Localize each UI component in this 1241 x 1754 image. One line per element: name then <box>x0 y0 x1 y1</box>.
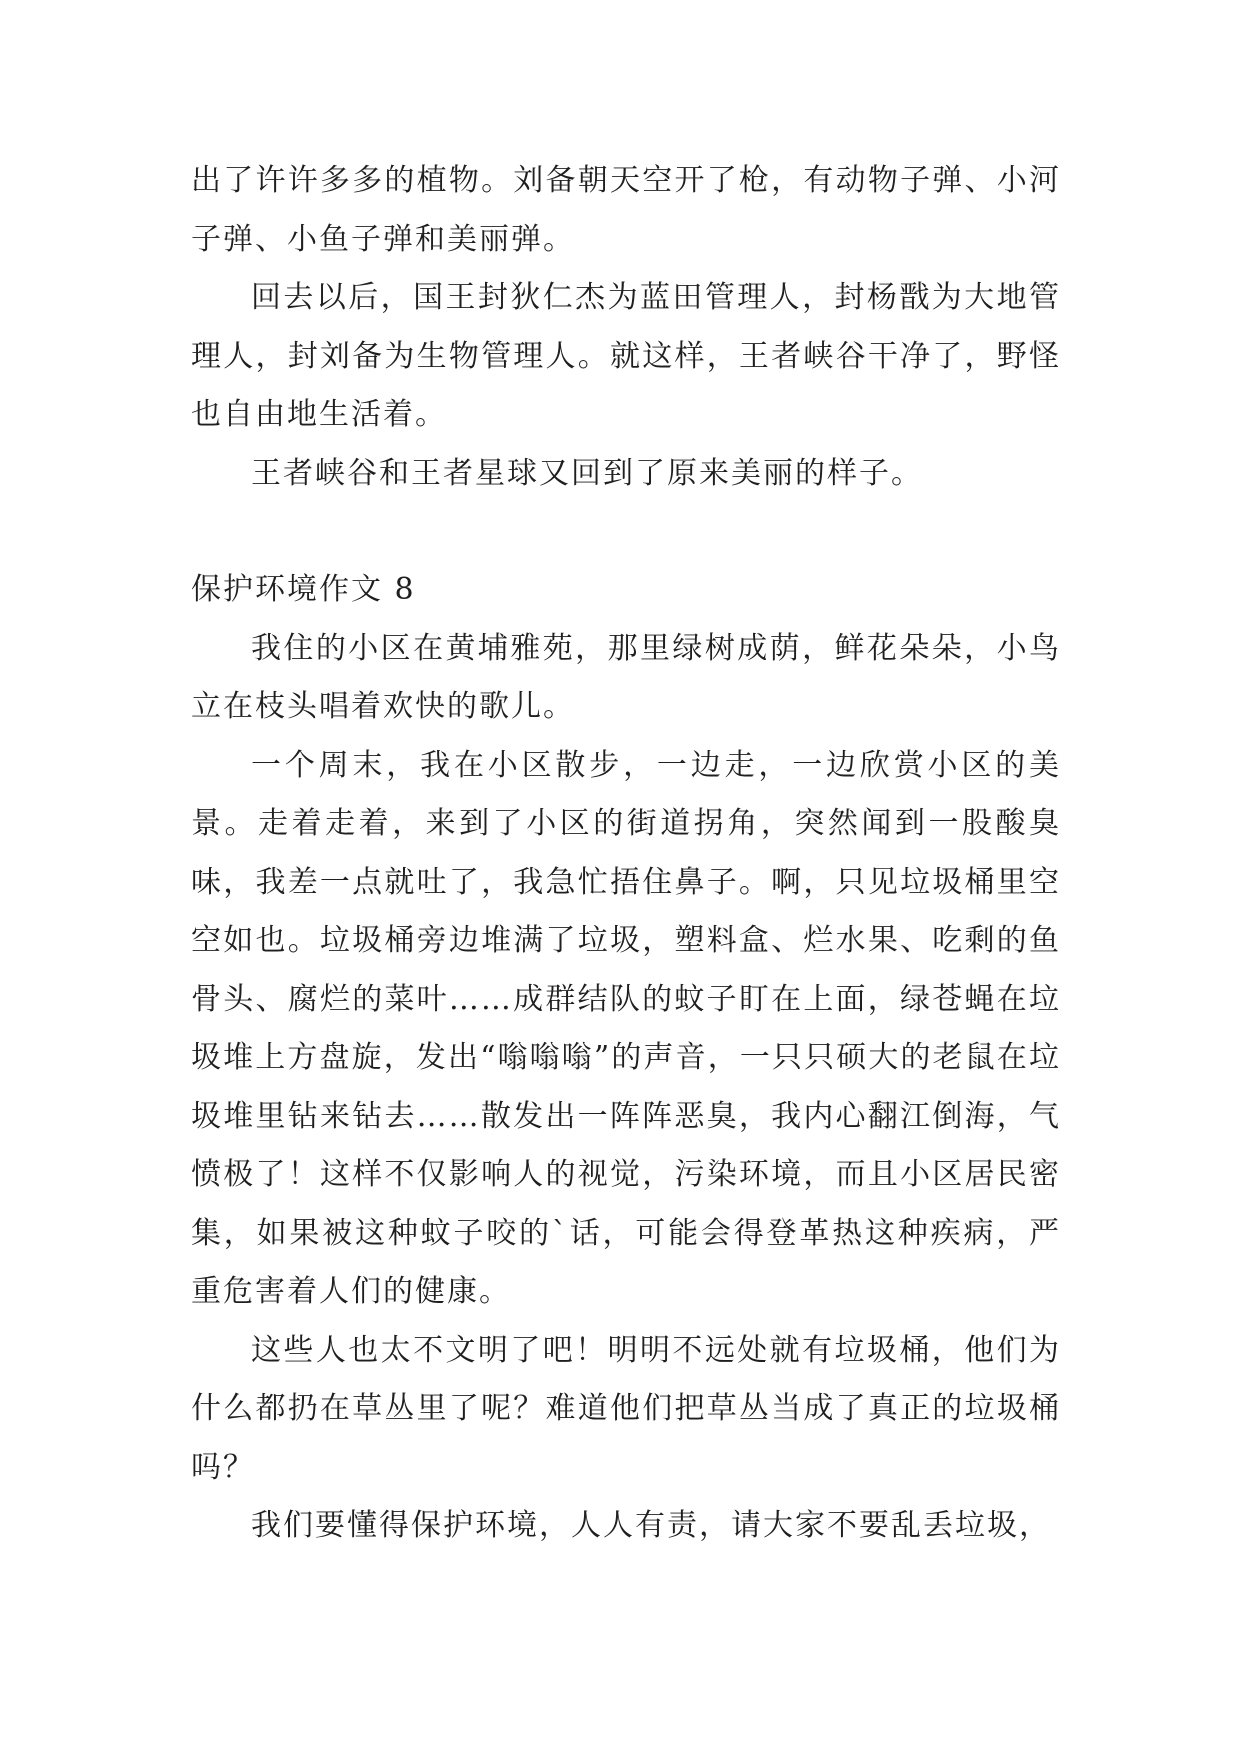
paragraph: 这些人也太不文明了吧！明明不远处就有垃圾桶，他们为什么都扔在草丛里了呢？难道他们把草丛当成了真正的垃圾桶吗？ <box>191 1332 1061 1485</box>
paragraph: 王者峡谷和王者星球又回到了原来美丽的样子。 <box>251 455 923 491</box>
section-title: 保护环境作文 8 <box>191 572 416 607</box>
paragraph: 我住的小区在黄埔雅苑，那里绿树成荫，鲜花朵朵，小鸟立在枝头唱着欢快的歌儿。 <box>191 630 1061 724</box>
paragraph: 一个周末，我在小区散步，一边走，一边欣赏小区的美景。走着走着，来到了小区的街道拐角，突然闻到一股酸臭味，我差一点就吐了，我急忙捂住鼻子。啊，只见垃圾桶里空空如也。垃圾桶旁边堆满了垃圾，塑料盒、烂水果、吃剩的鱼骨头、腐烂的菜叶……成群结队的蚊子盯在上面，绿苍蝇在垃圾堆上方盘旋，发出“嗡嗡嗡”的声音，一只只硕大的老鼠在垃圾堆里钻来钻去……散发出一阵阵恶臭，我内心翻江倒海，气愤极了！这样不仅影响人的视觉，污染环境，而且小区居民密集，如果被这种蚊子咬的`话，可能会得登革热这种疾病，严重危害着人们的健康。 <box>191 747 1061 1309</box>
paragraph-carryover: 出了许许多多的植物。刘备朝天空开了枪，有动物子弹、小河子弹、小鱼子弹和美丽弹。 <box>191 163 1061 257</box>
paragraph: 回去以后，国王封狄仁杰为蓝田管理人，封杨戬为大地管理人，封刘备为生物管理人。就这样，王者峡谷干净了，野怪也自由地生活着。 <box>191 280 1061 432</box>
document-body <box>191 152 1061 1556</box>
paragraph: 我们要懂得保护环境，人人有责，请大家不要乱丢垃圾， <box>251 1508 1051 1543</box>
